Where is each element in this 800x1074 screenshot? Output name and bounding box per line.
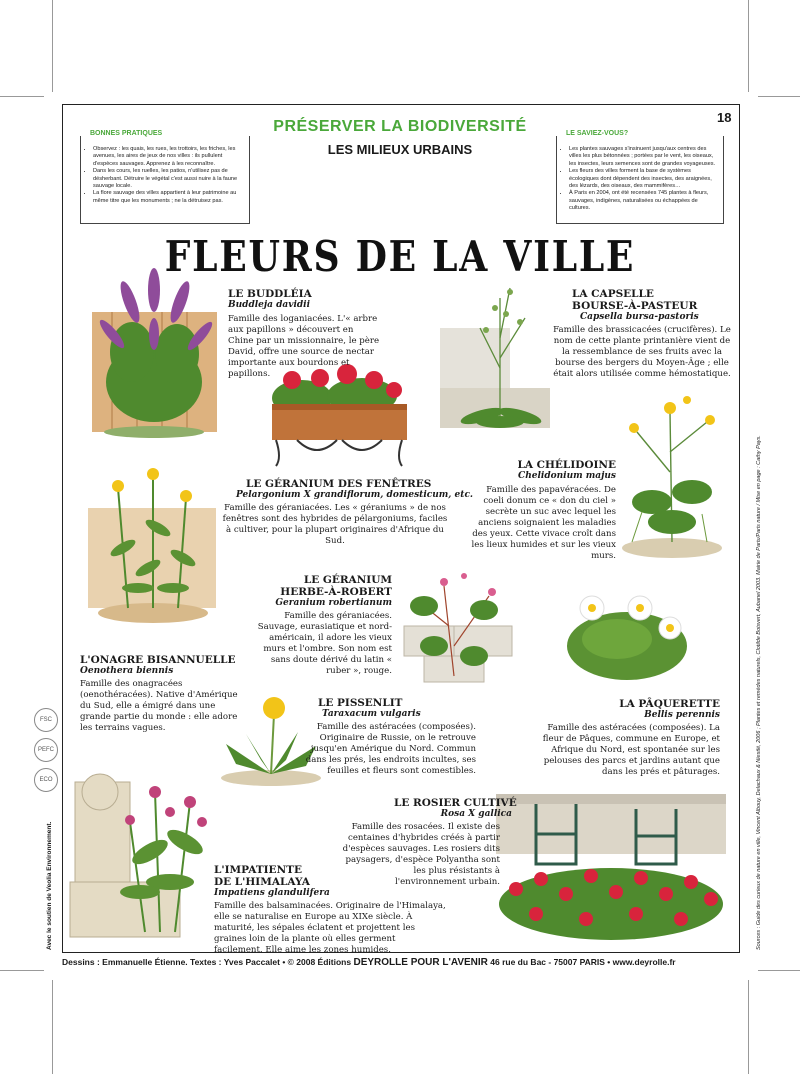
rosier-description: Famille des rosacées. Il existe des centaines d'hybrides créés à partir d'espèces sauvages. Les rosiers dits paysagers, d'espèce Polyantha sont les plus résistants à l'environnement urbain. xyxy=(342,822,500,887)
list-item: • À Paris en 2004, ont été recensées 745 plantes à fleurs, sauvages, indigènes, naturalisées ou échappées de cultures. xyxy=(569,190,719,212)
fsc-logo: FSC xyxy=(34,708,58,732)
footer-address: 46 rue du Bac - 75007 PARIS • www.deyrolle.fr xyxy=(490,957,676,967)
list-item: • Les plantes sauvages s'insinuent jusqu'aux centres des villes les plus bétonnées ; portées par le vent, les oiseaux, les insectes, leurs semences sont de grandes voyageuses. xyxy=(569,146,719,168)
geranium-fenetres-latin: Pelargonium X grandiflorum, domesticum, etc. xyxy=(236,490,474,500)
crop-mark xyxy=(748,980,749,1074)
paquerette-latin: Bellis perennis xyxy=(644,710,720,720)
sources-text: Sources : Guide des curieux de nature en ville, Vincent Albouy, Delachaux & Niestlé, 2006 ; Plantes et remèdes naturels, Clotilde Boisvert, Aubanel 2003. Mairie de Paris/Paris nature / Mise en page : Cathy Pays. xyxy=(756,435,762,950)
buddleia-name: LE BUDDLÉIA xyxy=(228,288,312,300)
onagre-latin: Oenothera biennis xyxy=(80,666,174,676)
geranium-fenetres-name: LE GÉRANIUM DES FENÊTRES xyxy=(246,478,432,490)
le-saviez-vous-title: LE SAVIEZ-VOUS? xyxy=(563,130,631,137)
chelidoine-name: LA CHÉLIDOINE xyxy=(517,459,616,471)
geranium-fenetres-description: Famille des géraniacées. Les « géraniums » de nos fenêtres sont des hybrides de pélargoniums, faciles à cultiver, pour la plupart originaires d'Afrique du Sud. xyxy=(222,503,448,546)
crop-mark xyxy=(758,96,800,97)
footer-credits: Dessins : Emmanuelle Étienne. Textes : Yves Paccalet • © 2008 Éditions xyxy=(62,957,352,967)
geranium-robert-name-1: LE GÉRANIUM xyxy=(303,574,392,586)
buddleia-illustration xyxy=(92,272,222,442)
capselle-latin: Capsella bursa-pastoris xyxy=(580,312,699,322)
footer-publisher: DEYROLLE POUR L'AVENIR xyxy=(353,957,488,968)
bonnes-pratiques-title: BONNES PRATIQUES xyxy=(87,130,165,137)
rosier-illustration xyxy=(496,794,726,944)
geranium-robert-latin: Geranium robertianum xyxy=(275,598,392,608)
capselle-description: Famille des brassicacées (crucifères). Le nom de cette plante printanière vient de la ressemblance de ses fruits avec la bourse des bergers du Moyen-Âge ; elle était alors utilisée comme hémostatique. xyxy=(553,325,731,379)
impatiente-name-1: L'IMPATIENTE xyxy=(214,864,302,876)
capselle-name-1: LA CAPSELLE xyxy=(572,288,654,300)
page-subtitle: LES MILIEUX URBAINS xyxy=(327,142,473,157)
pefc-logo: PEFC xyxy=(34,738,58,762)
impatiente-name-2: DE L'HIMALAYA xyxy=(214,876,310,888)
headline: FLEURS DE LA VILLE xyxy=(164,232,636,281)
bonnes-pratiques-box xyxy=(80,130,250,224)
sponsor-text: Avec le soutien de Veolia Environnement. xyxy=(46,821,53,950)
impatiente-illustration xyxy=(70,762,215,942)
chelidoine-latin: Chelidonium majus xyxy=(518,471,616,481)
crop-mark xyxy=(52,980,53,1074)
rosier-latin: Rosa X gallica xyxy=(440,809,512,819)
onagre-illustration xyxy=(88,468,218,628)
geranium-robert-description: Famille des géraniacées. Sauvage, eurasiatique et nord-américain, il adore les vieux murs et l'ombre. Son nom est sans doute dérivé du latin « ruber », rouge. xyxy=(257,611,392,676)
list-item: • La flore sauvage des villes appartient à leur patrimoine au même titre que les monuments ; ne la détruisez pas. xyxy=(93,190,245,205)
list-item: • Les fleurs des villes forment la base de systèmes écologiques dont dépendent des insectes, des araignées, des lézards, des oiseaux, des mammifères… xyxy=(569,168,719,190)
pissenlit-description: Famille des astéracées (composées). Originaire de Russie, on le retrouve jusqu'en Amérique du Nord. Commun dans les prés, les endroits incultes, ses feuilles et fleurs sont comestibles. xyxy=(305,722,476,776)
capselle-name-2: BOURSE-À-PASTEUR xyxy=(572,300,698,312)
buddleia-description: Famille des loganiacées. L'« arbre aux papillons » découvert en Chine par un missionnaire, le père David, offre une source de nectar importante aux bourdons et papillons. xyxy=(228,314,380,379)
crop-mark xyxy=(0,970,44,971)
onagre-name: L'ONAGRE BISANNUELLE xyxy=(80,654,236,666)
eco-logo: ECO xyxy=(34,768,58,792)
chelidoine-description: Famille des papavéracées. De coeli donum ce « don du ciel » secrète un suc avec lequel les anciens soignaient les maladies des yeux. Cette vivace croît dans les lieux humides et sur les vieux murs. xyxy=(471,485,616,561)
impatiente-latin: Impatiens glandulifera xyxy=(214,888,330,898)
buddleia-latin: Buddleja davidii xyxy=(228,300,311,310)
chelidoine-illustration xyxy=(612,392,722,562)
impatiente-description: Famille des balsaminacées. Originaire de l'Himalaya, elle se naturalise en Europe au XIXe siècle. À maturité, les sépales éclatent et projettent les graines loin de la plante où elles germent facilement. Elle aime les zones humides. xyxy=(214,901,446,955)
pissenlit-name: LE PISSENLIT xyxy=(318,697,403,709)
rosier-name: LE ROSIER CULTIVÉ xyxy=(394,797,517,809)
paquerette-illustration xyxy=(562,584,692,684)
geranium-robert-illustration xyxy=(404,566,514,686)
crop-mark xyxy=(748,0,749,92)
footer xyxy=(62,957,740,968)
paquerette-description: Famille des astéracées (composées). La fleur de Pâques, commune en Europe, et Afrique du Nord, est spontanée sur les pelouses des parcs et jardins autant que dans les prés et pâturages. xyxy=(542,723,720,777)
list-item: • Dans les cours, les ruelles, les patios, n'utilisez pas de désherbant. Détruire le végétal c'est aussi nuire à la faune sauvage locale. xyxy=(93,168,245,190)
crop-mark xyxy=(758,970,800,971)
crop-mark xyxy=(0,96,44,97)
page-title: PRÉSERVER LA BIODIVERSITÉ xyxy=(273,118,527,135)
le-saviez-vous-box xyxy=(556,130,724,224)
paquerette-name: LA PÂQUERETTE xyxy=(619,698,720,710)
capselle-illustration xyxy=(440,278,550,438)
page-number: 18 xyxy=(717,110,732,125)
geranium-window-box-illustration xyxy=(262,366,412,466)
onagre-description: Famille des onagracées (oenothéracées). Native d'Amérique du Sud, elle a émigré dans une grande partie du monde : elle adore les terrains vagues. xyxy=(80,679,238,733)
list-item: • Observez : les quais, les rues, les trottoirs, les friches, les avenues, les aires de jeux de nos villes : ils pullulent d'espèces sauvages. Apprenez à les reconnaître. xyxy=(93,146,245,168)
geranium-robert-name-2: HERBE-À-ROBERT xyxy=(280,586,392,598)
crop-mark xyxy=(52,0,53,92)
pissenlit-latin: Taraxacum vulgaris xyxy=(322,709,421,719)
